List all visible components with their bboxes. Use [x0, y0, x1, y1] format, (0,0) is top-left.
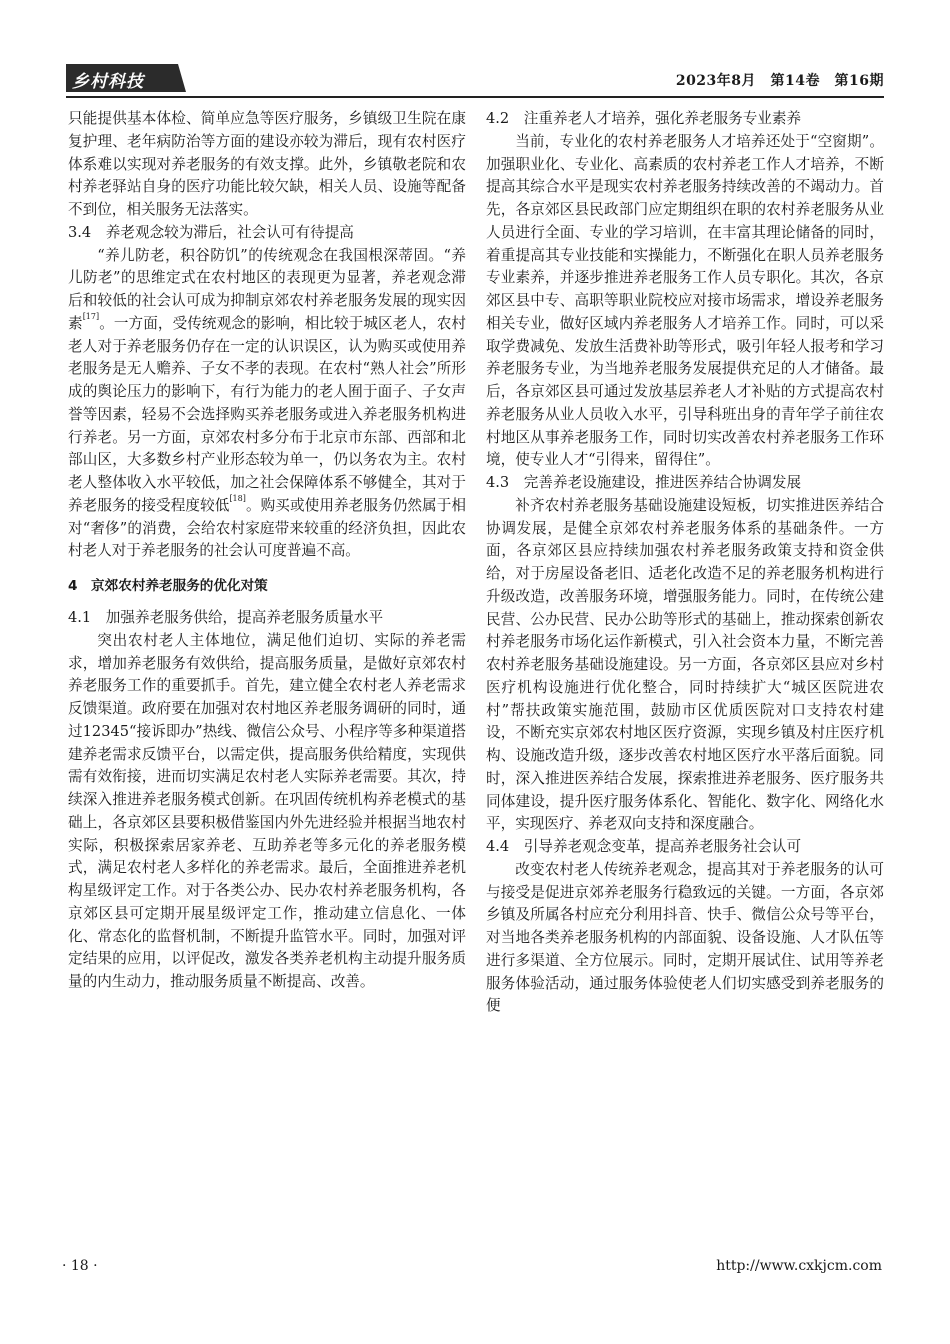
- text-run: 。购买或使用养老服务仍然属于相对“奢侈”的消费，会给农村家庭带来较重的经济负担，因此农村老人对于养老服务的社会认可度普遍不高。: [68, 496, 466, 560]
- citation-18: [18]: [229, 493, 246, 503]
- page-number: · 18 ·: [62, 1258, 98, 1274]
- text-run: “养儿防老，积谷防饥”的传统观念在我国根深蒂固。“养儿防老”的思维定式在农村地区的表现更为显著，养老观念滞后和较低的社会认可成为抑制京郊农村养老服务发展的现实因素: [68, 246, 466, 332]
- paragraph-4-2: 当前，专业化的农村养老服务人才培养还处于“空窗期”。加强职业化、专业化、高素质的农村养老工作人才培养，不断提高其综合水平是现实农村养老服务持续改善的不竭动力。首先，各京郊区县民政部门应定期组织在职的农村养老服务从业人员进行全面、专业的学习培训，在丰富其理论储备的同时，着重提高其专业技能和实操能力，不断强化在职人员养老服务专业素养，并逐步推进养老服务工作人员专职化。其次，各京郊区县中专、高职等职业院校应对接市场需求，增设养老服务相关专业，做好区域内养老服务人才培养工作。同时，可以采取学费减免、发放生活费补助等形式，吸引年轻人报考和学习养老服务专业，为当地养老服务发展提供充足的人才储备。最后，各京郊区县可通过发放基层养老人才补贴的方式提高农村养老服务从业人员收入水平，引导科班出身的青年学子前往农村地区从事养老服务工作，同时切实改善农村养老服务工作环境，使专业人才“引得来，留得住”。: [486, 132, 884, 469]
- section-heading-4: 4 京郊农村养老服务的优化对策: [68, 578, 268, 594]
- logo-text: 乡村科技: [72, 72, 144, 92]
- subsection-heading-4-2: 4.2 注重养老人才培养，强化养老服务专业素养: [486, 110, 802, 127]
- left-column: [68, 108, 466, 994]
- subsection-heading-4-4: 4.4 引导养老观念变革，提高养老服务社会认可: [486, 838, 802, 855]
- paragraph-4-3: 补齐农村养老服务基础设施建设短板，切实推进医养结合协调发展，是健全京郊农村养老服务体系的基础条件。一方面，各京郊区县应持续加强农村养老服务政策支持和资金供给，对于房屋设备老旧、适老化改造不足的养老服务机构进行升级改造，改善服务环境，增强服务能力。同时，在传统公建民营、公办民营、民办公助等形式的基础上，推动探索创新农村养老服务市场化运作新模式，引入社会资本力量，不断完善农村养老服务基础设施建设。另一方面，各京郊区县应对乡村医疗机构设施进行优化整合，同时持续扩大“城区医院进农村”帮扶政策实施范围，鼓励市区优质医院对口支持农村建设，不断充实京郊农村地区医疗资源，实现乡镇及村庄医疗机构、设施改造升级，逐步改善农村地区医疗水平落后面貌。同时，深入推进医养结合发展，探索推进养老服务、医疗服务共同体建设，提升医疗服务体系化、智能化、数字化、网络化水平，实现医疗、养老双向支持和深度融合。: [486, 496, 884, 833]
- issue-info: 2023年8月 第14卷 第16期: [675, 73, 884, 89]
- right-column: [486, 108, 884, 1018]
- paragraph-4-1: 突出农村老人主体地位，满足他们迫切、实际的养老需求，增加养老服务有效供给，提高服务质量，是做好京郊农村养老服务工作的重要抓手。首先，建立健全农村老人养老需求反馈渠道。政府要在加强对农村地区养老服务调研的同时，通过12345“接诉即办”热线、微信公众号、小程序等多种渠道搭建养老需求反馈平台，以需定供，提高服务供给精度，实现供需有效衔接，进而切实满足农村老人实际养老需要。其次，持续深入推进养老服务模式创新。在巩固传统机构养老模式的基础上，各京郊区县要积极借鉴国内外先进经验并根据当地农村实际，积极探索居家养老、互助养老等多元化的养老服务模式，满足农村老人多样化的养老需求。最后，全面推进养老机构星级评定工作。对于各类公办、民办农村养老服务机构，各京郊区县可定期开展星级评定工作，推动建立信息化、一体化、常态化的监督机制，不断提升监管水平。同时，加强对评定结果的应用，以评促改，激发各类养老机构主动提升服务质量的内生动力，推动服务质量不断提高、改善。: [68, 631, 466, 990]
- journal-url[interactable]: http://www.cxkjcm.com: [716, 1258, 882, 1274]
- citation-17: [17]: [82, 311, 100, 321]
- header-rule: [66, 96, 884, 98]
- subsection-heading-4-1: 4.1 加强养老服务供给，提高养老服务质量水平: [68, 609, 384, 626]
- page-header: [66, 60, 884, 102]
- paragraph-continued: 只能提供基本体检、简单应急等医疗服务，乡镇级卫生院在康复护理、老年病防治等方面的建设亦较为滞后，现有农村医疗体系难以实现对养老服务的有效支撑。此外，乡镇敬老院和农村养老驿站自身的医疗功能比较欠缺，相关人员、设施等配备不到位，相关服务无法落实。: [68, 110, 466, 218]
- subsection-heading-4-3: 4.3 完善养老设施建设，推进医养结合协调发展: [486, 474, 802, 491]
- subsection-heading-3-4: 3.4 养老观念较为滞后，社会认可有待提高: [68, 223, 354, 241]
- paragraph-4-4: 改变农村老人传统养老观念，提高其对于养老服务的认可与接受是促进京郊养老服务行稳致远的关键。一方面，各京郊乡镇及所属各村应充分利用抖音、快手、微信公众号等平台，对当地各类养老服务机构的内部面貌、设备设施、人才队伍等进行多渠道、全方位展示。同时，定期开展试住、试用等养老服务体验活动，通过服务体验使老人们切实感受到养老服务的便: [486, 860, 884, 1015]
- journal-logo: [66, 64, 186, 92]
- text-run: 。一方面，受传统观念的影响，相比较于城区老人，农村老人对于养老服务仍存在一定的认识误区，认为购买或使用养老服务是无人赡养、子女不孝的表现。在农村“熟人社会”所形成的舆论压力的影响下，有行为能力的老人囿于面子、子女声誉等因素，轻易不会选择购买养老服务或进入养老服务机构进行养老。另一方面，京郊农村多分布于北京市东部、西部和北部山区，大多数乡村产业形态较为单一，仍以务农为主。农村老人整体收入水平较低，加之社会保障体系不够健全，其对于养老服务的接受程度较低: [68, 314, 466, 514]
- paragraph-3-4: [68, 245, 466, 564]
